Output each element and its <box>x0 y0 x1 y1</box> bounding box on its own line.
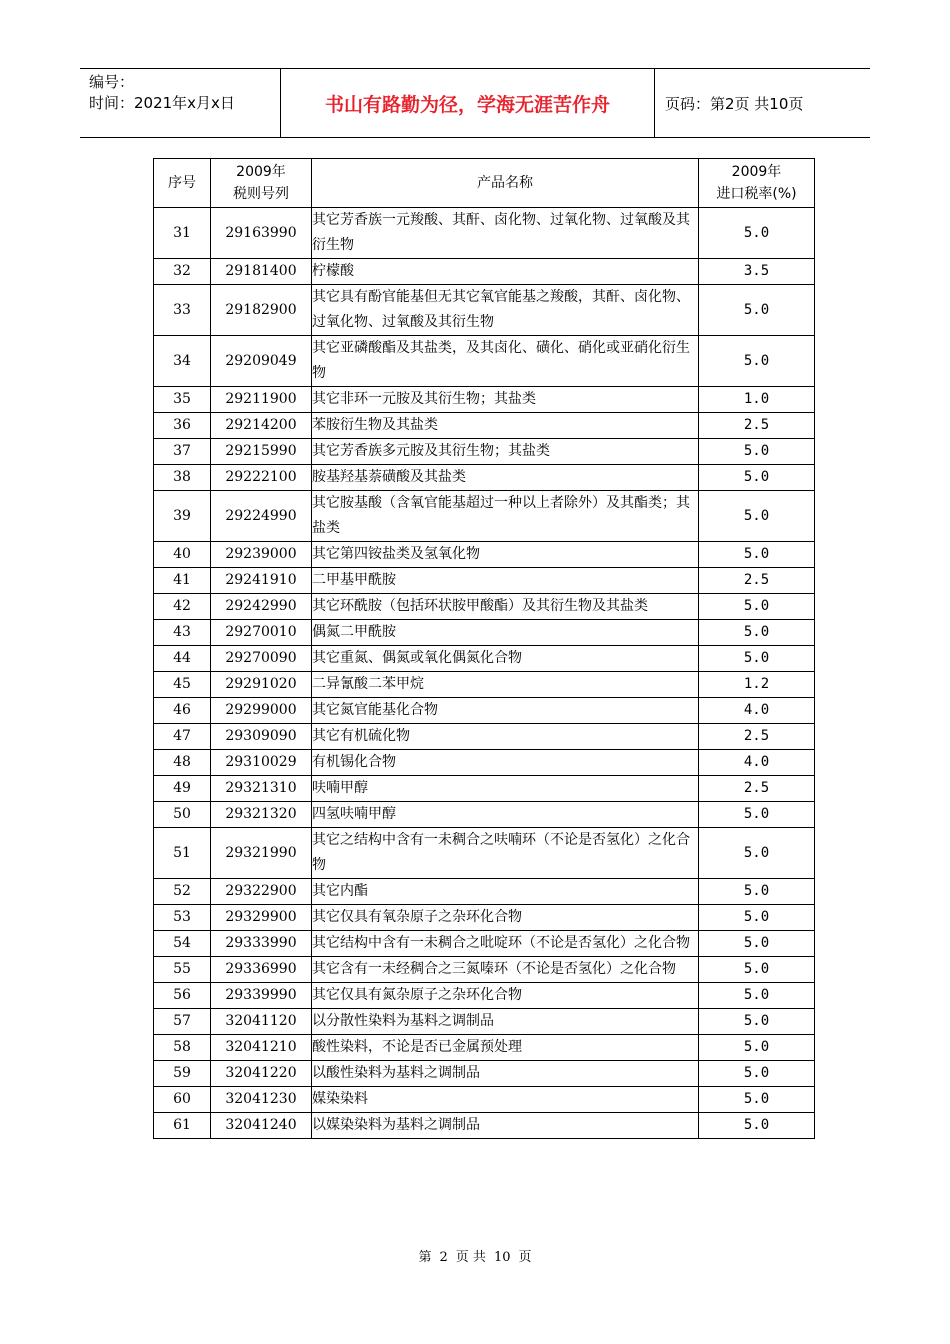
row-tariff-code: 29309090 <box>211 724 312 750</box>
row-index: 42 <box>154 594 211 620</box>
row-import-rate: 3.5 <box>699 259 815 285</box>
footer-prefix: 第 <box>418 1250 432 1265</box>
row-index: 31 <box>154 208 211 259</box>
row-import-rate: 5.0 <box>699 905 815 931</box>
table-row <box>154 285 815 336</box>
row-product-name: 其它结构中含有一未稠合之吡啶环（不论是否氢化）之化合物 <box>312 931 699 957</box>
table-row <box>154 1061 815 1087</box>
row-index: 57 <box>154 1009 211 1035</box>
row-product-name: 其它第四铵盐类及氢氧化物 <box>312 542 699 568</box>
row-product-name: 其它之结构中含有一未稠合之呋喃环（不论是否氢化）之化合物 <box>312 828 699 879</box>
table-row <box>154 983 815 1009</box>
row-index: 60 <box>154 1087 211 1113</box>
time-text: 时间：2021年x月x日 <box>89 94 235 112</box>
row-product-name: 以媒染染料为基料之调制品 <box>312 1113 699 1139</box>
page-header <box>80 68 870 138</box>
row-tariff-code: 29270010 <box>211 620 312 646</box>
table-row <box>154 336 815 387</box>
header-motto: 书山有路勤为径，学海无涯苦作舟 <box>281 69 655 137</box>
row-index: 37 <box>154 439 211 465</box>
row-product-name: 其它氮官能基化合物 <box>312 698 699 724</box>
row-product-name: 其它芳香族一元羧酸、其酐、卤化物、过氧化物、过氧酸及其衍生物 <box>312 208 699 259</box>
footer-middle: 页 共 <box>455 1250 486 1265</box>
row-index: 52 <box>154 879 211 905</box>
row-tariff-code: 29333990 <box>211 931 312 957</box>
row-tariff-code: 29329900 <box>211 905 312 931</box>
row-import-rate: 5.0 <box>699 828 815 879</box>
header-import-rate <box>699 159 815 208</box>
page-footer <box>0 1246 950 1265</box>
row-index: 54 <box>154 931 211 957</box>
table-row <box>154 1113 815 1139</box>
table-row <box>154 620 815 646</box>
row-index: 49 <box>154 776 211 802</box>
row-product-name: 柠檬酸 <box>312 259 699 285</box>
row-tariff-code: 29321990 <box>211 828 312 879</box>
table-row <box>154 957 815 983</box>
row-tariff-code: 29182900 <box>211 285 312 336</box>
row-index: 48 <box>154 750 211 776</box>
row-index: 56 <box>154 983 211 1009</box>
table-row <box>154 387 815 413</box>
row-import-rate: 2.5 <box>699 724 815 750</box>
row-index: 46 <box>154 698 211 724</box>
row-tariff-code: 29163990 <box>211 208 312 259</box>
row-tariff-code: 29214200 <box>211 413 312 439</box>
row-product-name: 酸性染料，不论是否已金属预处理 <box>312 1035 699 1061</box>
row-index: 34 <box>154 336 211 387</box>
row-import-rate: 2.5 <box>699 776 815 802</box>
row-import-rate: 5.0 <box>699 1035 815 1061</box>
row-product-name: 有机锡化合物 <box>312 750 699 776</box>
row-tariff-code: 29339990 <box>211 983 312 1009</box>
footer-total-pages: 10 <box>493 1250 511 1265</box>
table-header-row <box>154 159 815 208</box>
row-index: 36 <box>154 413 211 439</box>
row-tariff-code: 32041230 <box>211 1087 312 1113</box>
row-tariff-code: 29321310 <box>211 776 312 802</box>
table-row <box>154 439 815 465</box>
row-tariff-code: 29215990 <box>211 439 312 465</box>
header-index: 序号 <box>154 159 211 208</box>
row-tariff-code: 29291020 <box>211 672 312 698</box>
code-label: 编号： <box>89 73 135 91</box>
row-import-rate: 5.0 <box>699 439 815 465</box>
row-product-name: 偶氮二甲酰胺 <box>312 620 699 646</box>
row-index: 41 <box>154 568 211 594</box>
table-row <box>154 1009 815 1035</box>
row-import-rate: 5.0 <box>699 465 815 491</box>
table-row <box>154 776 815 802</box>
row-import-rate: 5.0 <box>699 620 815 646</box>
row-import-rate: 5.0 <box>699 802 815 828</box>
row-import-rate: 4.0 <box>699 698 815 724</box>
row-tariff-code: 32041240 <box>211 1113 312 1139</box>
header-import-rate-label: 进口税率(%) <box>716 186 797 202</box>
row-tariff-code: 29224990 <box>211 491 312 542</box>
table-row <box>154 698 815 724</box>
row-product-name: 其它重氮、偶氮或氧化偶氮化合物 <box>312 646 699 672</box>
footer-current-page: 2 <box>439 1250 448 1265</box>
row-tariff-code: 29242990 <box>211 594 312 620</box>
table-row <box>154 259 815 285</box>
table-row <box>154 594 815 620</box>
row-tariff-code: 32041120 <box>211 1009 312 1035</box>
row-index: 55 <box>154 957 211 983</box>
table-row <box>154 413 815 439</box>
row-product-name: 其它内酯 <box>312 879 699 905</box>
table-row <box>154 646 815 672</box>
table-row <box>154 802 815 828</box>
row-product-name: 二异氰酸二苯甲烷 <box>312 672 699 698</box>
row-index: 51 <box>154 828 211 879</box>
table-row <box>154 542 815 568</box>
row-import-rate: 5.0 <box>699 336 815 387</box>
row-product-name: 胺基羟基萘磺酸及其盐类 <box>312 465 699 491</box>
header-import-rate-year: 2009年 <box>731 164 782 180</box>
row-product-name: 其它环酰胺（包括环状胺甲酸酯）及其衍生物及其盐类 <box>312 594 699 620</box>
footer-suffix: 页 <box>518 1250 532 1265</box>
row-tariff-code: 29336990 <box>211 957 312 983</box>
row-import-rate: 5.0 <box>699 491 815 542</box>
row-product-name: 其它胺基酸（含氧官能基超过一种以上者除外）及其酯类；其盐类 <box>312 491 699 542</box>
row-index: 47 <box>154 724 211 750</box>
row-index: 43 <box>154 620 211 646</box>
row-product-name: 以酸性染料为基料之调制品 <box>312 1061 699 1087</box>
row-product-name: 四氢呋喃甲醇 <box>312 802 699 828</box>
row-product-name: 以分散性染料为基料之调制品 <box>312 1009 699 1035</box>
row-index: 33 <box>154 285 211 336</box>
row-tariff-code: 29239000 <box>211 542 312 568</box>
table-row <box>154 465 815 491</box>
row-import-rate: 5.0 <box>699 646 815 672</box>
row-import-rate: 5.0 <box>699 594 815 620</box>
row-tariff-code: 29241910 <box>211 568 312 594</box>
row-import-rate: 5.0 <box>699 1061 815 1087</box>
row-import-rate: 2.5 <box>699 568 815 594</box>
row-tariff-code: 29270090 <box>211 646 312 672</box>
table-row <box>154 1035 815 1061</box>
row-tariff-code: 29310029 <box>211 750 312 776</box>
row-index: 39 <box>154 491 211 542</box>
row-product-name: 呋喃甲醇 <box>312 776 699 802</box>
row-product-name: 其它亚磷酸酯及其盐类，及其卤化、磺化、硝化或亚硝化衍生物 <box>312 336 699 387</box>
row-tariff-code: 29222100 <box>211 465 312 491</box>
tariff-table-body <box>154 208 815 1139</box>
row-index: 45 <box>154 672 211 698</box>
row-import-rate: 5.0 <box>699 957 815 983</box>
header-tariff-code-year: 2009年 <box>236 164 286 180</box>
row-import-rate: 5.0 <box>699 1087 815 1113</box>
row-tariff-code: 32041220 <box>211 1061 312 1087</box>
row-index: 40 <box>154 542 211 568</box>
row-import-rate: 5.0 <box>699 931 815 957</box>
row-product-name: 其它含有一未经稠合之三氮嗪环（不论是否氢化）之化合物 <box>312 957 699 983</box>
row-product-name: 其它仅具有氮杂原子之杂环化合物 <box>312 983 699 1009</box>
row-import-rate: 5.0 <box>699 1009 815 1035</box>
row-tariff-code: 29299000 <box>211 698 312 724</box>
row-import-rate: 5.0 <box>699 285 815 336</box>
row-index: 61 <box>154 1113 211 1139</box>
row-index: 44 <box>154 646 211 672</box>
row-import-rate: 5.0 <box>699 1113 815 1139</box>
row-index: 59 <box>154 1061 211 1087</box>
row-product-name: 其它具有酚官能基但无其它氧官能基之羧酸，其酐、卤化物、过氧化物、过氧酸及其衍生物 <box>312 285 699 336</box>
row-import-rate: 5.0 <box>699 983 815 1009</box>
table-row <box>154 1087 815 1113</box>
table-row <box>154 724 815 750</box>
header-meta <box>80 69 281 137</box>
table-row <box>154 828 815 879</box>
table-row <box>154 672 815 698</box>
row-index: 58 <box>154 1035 211 1061</box>
tariff-table <box>153 158 815 1139</box>
row-product-name: 媒染染料 <box>312 1087 699 1113</box>
row-index: 38 <box>154 465 211 491</box>
row-tariff-code: 29209049 <box>211 336 312 387</box>
row-import-rate: 4.0 <box>699 750 815 776</box>
row-index: 50 <box>154 802 211 828</box>
row-product-name: 其它仅具有氧杂原子之杂环化合物 <box>312 905 699 931</box>
row-product-name: 其它有机硫化物 <box>312 724 699 750</box>
row-import-rate: 1.0 <box>699 387 815 413</box>
table-row <box>154 879 815 905</box>
row-product-name: 其它非环一元胺及其衍生物；其盐类 <box>312 387 699 413</box>
row-product-name: 二甲基甲酰胺 <box>312 568 699 594</box>
row-tariff-code: 29321320 <box>211 802 312 828</box>
row-tariff-code: 29322900 <box>211 879 312 905</box>
table-row <box>154 905 815 931</box>
row-product-name: 苯胺衍生物及其盐类 <box>312 413 699 439</box>
row-import-rate: 1.2 <box>699 672 815 698</box>
row-import-rate: 5.0 <box>699 208 815 259</box>
row-index: 32 <box>154 259 211 285</box>
table-row <box>154 931 815 957</box>
row-tariff-code: 29211900 <box>211 387 312 413</box>
table-row <box>154 208 815 259</box>
row-tariff-code: 29181400 <box>211 259 312 285</box>
table-row <box>154 750 815 776</box>
header-product-name: 产品名称 <box>312 159 699 208</box>
header-tariff-code <box>211 159 312 208</box>
table-row <box>154 491 815 542</box>
row-product-name: 其它芳香族多元胺及其衍生物；其盐类 <box>312 439 699 465</box>
row-index: 53 <box>154 905 211 931</box>
header-page-number: 页码：第2页 共10页 <box>665 94 804 113</box>
row-import-rate: 5.0 <box>699 542 815 568</box>
header-tariff-code-label: 税则号列 <box>233 186 289 202</box>
row-tariff-code: 32041210 <box>211 1035 312 1061</box>
row-import-rate: 2.5 <box>699 413 815 439</box>
row-index: 35 <box>154 387 211 413</box>
table-row <box>154 568 815 594</box>
row-import-rate: 5.0 <box>699 879 815 905</box>
